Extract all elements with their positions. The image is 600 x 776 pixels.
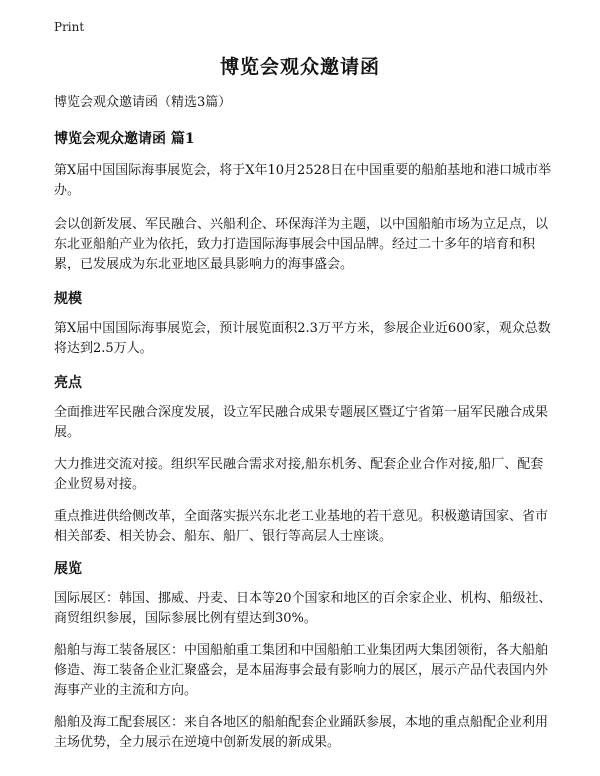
document-subtitle: 博览会观众邀请函（精选3篇）: [54, 95, 232, 110]
highlights-paragraph: 重点推进供给侧改革，全面落实振兴东北老工业基地的若干意见。积极邀请国家、省市相关部委、相关协会、船东、船厂、银行等高层人士座谈。: [54, 509, 549, 544]
highlights-paragraph: 全面推进军民融合深度发展，设立军民融合成果专题展区暨辽宁省第一届军民融合成果展。: [54, 405, 549, 440]
exhibition-paragraph: 船舶及海工配套展区：来自各地区的船舶配套企业踊跃参展，本地的重点船配企业利用主场优势，全力展示在逆境中创新发展的新成果。: [54, 715, 549, 750]
section-title: 博览会观众邀请函 篇1: [54, 131, 195, 147]
intro-paragraph: 第X届中国国际海事展览会，将于X年10月2528日在中国重要的船舶基地和港口城市举办。: [54, 163, 552, 198]
print-link[interactable]: Print: [54, 20, 85, 34]
page-title: 博览会观众邀请函: [219, 56, 380, 78]
scale-paragraph: 第X届中国国际海事展览会，预计展览面积2.3万平方米，参展企业近600家，观众总数将达到2.5万人。: [54, 321, 551, 356]
exhibition-paragraph: 国际展区：韩国、挪威、丹麦、日本等20个国家和地区的百余家企业、机构、船级社、商贸组织参展，国际参展比例有望达到30%。: [54, 591, 552, 626]
highlights-heading: 亮点: [54, 375, 82, 391]
exhibition-heading: 展览: [54, 561, 82, 577]
document-body: [54, 93, 552, 765]
highlights-paragraph: 大力推进交流对接。组织军民融合需求对接,船东机务、配套企业合作对接,船厂、配套企业贸易对接。: [54, 457, 544, 492]
exhibition-paragraph: 船舶与海工装备展区：中国船舶重工集团和中国船舶工业集团两大集团领衔，各大船舶修造、海工装备企业汇聚盛会，是本届海事会最有影响力的展区，展示产品代表国内外海事产业的主流和方向。: [54, 643, 549, 698]
intro-paragraph: 会以创新发展、军民融合、兴船利企、环保海洋为主题，以中国船舶市场为立足点，以东北亚船舶产业为依托，致力打造国际海事展会中国品牌。经过二十多年的培育和积累，已发展成为东北亚地区最具影响力的海事盛会。: [54, 217, 549, 272]
scale-heading: 规模: [54, 291, 82, 307]
